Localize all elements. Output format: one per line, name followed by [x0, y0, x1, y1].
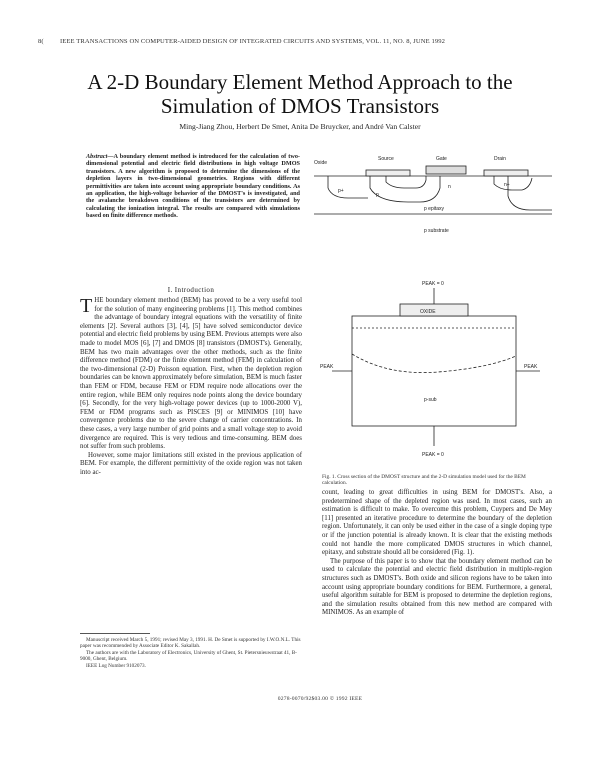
author-list: Ming-Jiang Zhou, Herbert De Smet, Anita De Bruycker, and André Van Calster [179, 122, 421, 131]
abstract-text: A boundary element method is introduced for the calculation of two-dimensional potential and electric field distributions in high voltage DMOS transistors. A new algorithm is proposed to determine the dimensions of the depletion layers in two-dimensional geometries. Regions with different permittivities are taken into account using appropriate boundary conditions. As an application, the high-voltage behavior of the DMOST's is investigated, and the avalanche breakdown conditions of the transistors are determined by calculating the ionization integral. The results are compared with simulations based on finite difference methods. [86, 153, 300, 220]
label-oxide-region: OXIDE [420, 309, 436, 315]
label-bottom-boundary: PEAK = 0 [422, 452, 444, 458]
footnote-affiliation: The authors are with the Laboratory of Electronics, University of Ghent, St. Pietersnieuwstraat 41, B-9000, Ghent, Belgium. [80, 649, 297, 663]
label-drain: Drain [494, 156, 506, 162]
footnote [80, 637, 302, 669]
depletion-boundary [352, 354, 516, 373]
copyright-footer: 0278-0070/92$03.00 © 1992 IEEE [277, 696, 363, 702]
label-left-boundary: PEAK [320, 364, 334, 370]
abstract-lead: Abstract— [86, 153, 114, 160]
body-paragraph-purpose: The purpose of this paper is to show that the boundary element method can be used to calculate the potential and electric field distribution in multiple-region structures such as DMOST's. Both oxide and silicon regions have to be taken into account using appropriate boundary conditions for BEM. Furthermore, a general, useful algorithm suitable for BEM is proposed to determine the depletion regions, and the simulation results obtained from this new method are compared with MINIMOS. As an example of [322, 557, 552, 617]
footnote-ieee-log: IEEE Log Number 9102073. [86, 662, 146, 669]
label-p-epitaxy: p epitaxy [424, 206, 445, 212]
label-source: Source [378, 156, 394, 162]
title-line-1: A 2-D Boundary Element Method Approach to the [87, 70, 513, 94]
n-plus-source-boundary [386, 176, 426, 188]
n-plus-drain-boundary [494, 176, 532, 190]
paper-title [60, 70, 540, 118]
column-left [80, 297, 302, 477]
label-pplus: p+ [338, 188, 344, 194]
drain-contact [484, 170, 528, 176]
label-p-sub: p-sub [424, 397, 437, 403]
label-p-substrate: p substrate [424, 228, 449, 234]
intro-paragraph-2: However, some major limitations still existed in the previous application of BEM. For example, the different permittivity of the oxide region was not taken into ac- [80, 451, 302, 476]
p-plus-isolation-boundary [508, 176, 552, 210]
intro-paragraph-1 [80, 297, 302, 452]
gate-electrode [426, 166, 466, 174]
dmos-cross-section-figure [308, 148, 558, 248]
label-p: p [376, 192, 379, 198]
intro-paragraph-1-text: HE boundary element method (BEM) has proved to be a very useful tool for the solution of many engineering problems [1]. This method combines the advantage of boundary integral equations with the versatility of finite elements [2]. Several authors [3], [4], [5] have solved semiconductor device potential and electric field problems by using BEM. Previous attempts were also made to model MOS [6], [7] and DMOS [8] transistors (DMOST's). Generally, BEM has two main advantages over the other methods, such as the finite difference method (FDM) or the finite element method (FEM) in calculation of the two-dimensional (2-D) Poisson equation. First, when the depletion region boundaries can be known approximately before simulation, BEM is much faster than FEM or FDM, because FEM or FDM require node allocations over the entire region, while BEM only requires node points along the device boundary [6]. Secondly, for the very high-voltage power devices (up to 1000-2000 V), FEM or FDM programs such as PISCES [9] or MINIMOS [10] have convergence problems due to the severe change of carrier concentrations. In these cases, a very large number of grid points and a small voltage step to avoid divergence are required. This is very tedious and time-consuming. BEM does not suffer from such problems. [80, 297, 302, 451]
label-right-boundary: PEAK [524, 364, 538, 370]
oxide-edge [328, 176, 368, 198]
body-paragraph-continued: count, leading to great difficulties in using BEM for DMOST's. Also, a predetermined shape of the depleted region was used. In most cases, such an estimation is difficult to make. To overcome this problem, Cuypers and De Mey [11] presented an iterative procedure to determine the boundary of the depletion region. Unfortunately, it can only be used either in the case of a single doping type or if the junction potential is already known. It is clear that the existing methods could not handle the more complicated DMOS structures in which channel, epitaxy, and substrate should all be considered (Fig. 1). [322, 489, 552, 557]
label-nplus: n+ [504, 182, 510, 188]
page-number: 8( [38, 38, 44, 45]
figure-caption: Fig. 1. Cross section of the DMOST structure and the 2-D simulation model used for the BEM calculation. [322, 474, 526, 487]
label-gate: Gate [436, 156, 447, 162]
drop-cap: T [80, 295, 93, 317]
bem-model-figure [318, 276, 558, 472]
p-well-boundary [370, 176, 440, 202]
running-head-text: IEEE TRANSACTIONS ON COMPUTER-AIDED DESIGN OF INTEGRATED CIRCUITS AND SYSTEMS, VOL. 11, NO. 8, JUNE 1992 [60, 38, 446, 45]
title-line-2: Simulation of DMOS Transistors [160, 94, 440, 118]
footnote-rule [80, 633, 150, 634]
label-top-boundary: PEAK = 0 [422, 281, 444, 287]
label-n: n [448, 184, 451, 190]
simulation-domain [352, 316, 516, 426]
column-right [322, 489, 552, 618]
abstract [86, 153, 300, 220]
source-contact [366, 170, 410, 176]
label-oxide: Oxide [314, 160, 328, 166]
footnote-received: Manuscript received March 5, 1991; revised May 3, 1991. H. De Smet is supported by I.W.O.N.L. This paper was recommended by Associate Editor K. Sakallah. [80, 637, 301, 650]
section-heading: I. Introduction [167, 286, 215, 294]
